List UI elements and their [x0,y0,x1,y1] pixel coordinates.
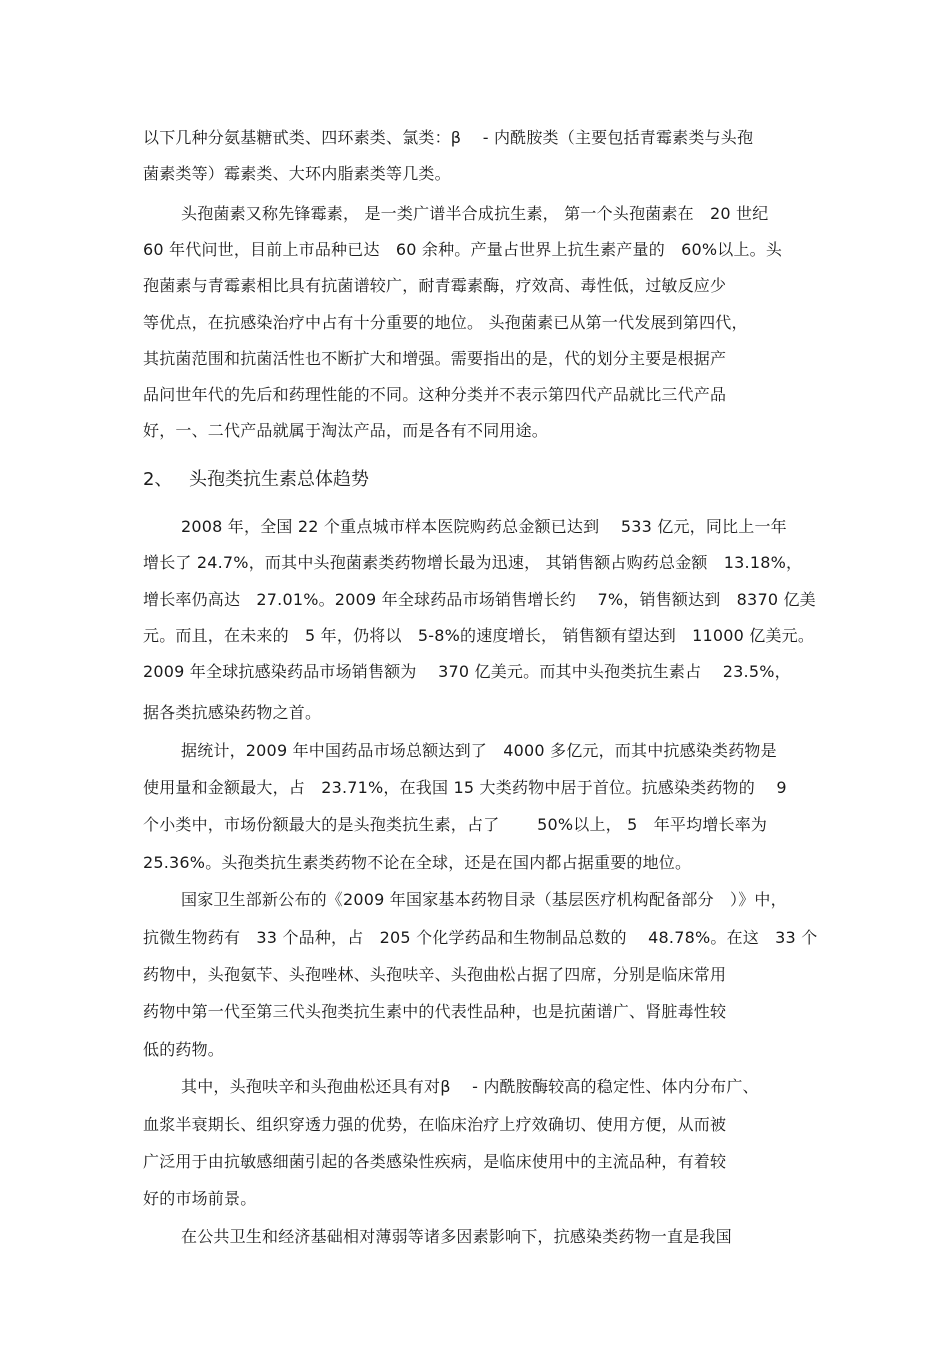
text-line: 2008 年，全国 22 个重点城市样本医院购药总金额已达到 533 亿元，同比上一年 [181,517,787,536]
text-line: 药物中，头孢氨苄、头孢唑林、头孢呋辛、头孢曲松占据了四席，分别是临床常用 [143,965,727,984]
text-line: 孢菌素与青霉素相比具有抗菌谱较广，耐青霉素酶，疗效高、毒性低，过敏反应少 [143,276,727,295]
text-line: 头孢菌素又称先锋霉素， 是一类广谱半合成抗生素， 第一个头孢菌素在 20 世纪 [181,204,769,223]
text-line: 广泛用于由抗敏感细菌引起的各类感染性疾病，是临床使用中的主流品种，有着较 [143,1152,727,1171]
text-line: 其中，头孢呋辛和头孢曲松还具有对β - 内酰胺酶较高的稳定性、体内分布广、 [181,1077,759,1096]
section-title: 头孢类抗生素总体趋势 [189,469,369,490]
text-line: 25.36%。头孢类抗生素类药物不论在全球，还是在国内都占据重要的地位。 [143,853,692,872]
text-line: 增长率仍高达 27.01%。2009 年全球药品市场销售增长约 7%，销售额达到 8370 亿美 [143,590,816,609]
text-line: 2009 年全球抗感染药品市场销售额为 370 亿美元。而其中头孢类抗生素占 23.5%， [143,662,791,681]
text-line: 低的药物。 [143,1040,225,1059]
text-line: 等优点，在抗感染治疗中占有十分重要的地位。 头孢菌素已从第一代发展到第四代， [143,313,748,332]
text-line: 元。而且，在未来的 5 年，仍将以 5-8%的速度增长， 销售额有望达到 11000 亿美元。 [143,626,815,645]
text-line: 增长了 24.7%，而其中头孢菌素类药物增长最为迅速， 其销售额占购药总金额 13.18%， [143,553,803,572]
text-line: 据统计，2009 年中国药品市场总额达到了 4000 多亿元，而其中抗感染类药物是 [181,741,777,760]
section-number: 2、 [143,469,173,490]
text-line: 据各类抗感染药物之首。 [143,703,322,722]
text-line: 药物中第一代至第三代头孢类抗生素中的代表性品种，也是抗菌谱广、肾脏毒性较 [143,1002,727,1021]
text-line: 品问世年代的先后和药理性能的不同。这种分类并不表示第四代产品就比三代产品 [143,385,727,404]
text-line: 菌素类等）霉素类、大环内脂素类等几类。 [143,164,451,183]
text-line: 以下几种分氨基糖甙类、四环素类、氯类：β - 内酰胺类（主要包括青霉素类与头孢 [143,128,754,147]
text-line: 在公共卫生和经济基础相对薄弱等诸多因素影响下，抗感染类药物一直是我国 [181,1227,732,1246]
text-line: 血浆半衰期长、组织穿透力强的优势，在临床治疗上疗效确切、使用方便，从而被 [143,1115,727,1134]
text-line: 好的市场前景。 [143,1189,257,1208]
text-line: 个小类中，市场份额最大的是头孢类抗生素，占了 50%以上， 5 年平均增长率为 [143,815,768,834]
text-line: 其抗菌范围和抗菌活性也不断扩大和增强。需要指出的是，代的划分主要是根据产 [143,349,727,368]
text-line: 抗微生物药有 33 个品种，占 205 个化学药品和生物制品总数的 48.78%。在这 33 个 [143,928,818,947]
text-line: 国家卫生部新公布的《2009 年国家基本药物目录（基层医疗机构配备部分 ）》中， [181,890,787,909]
text-line: 60 年代问世，目前上市品种已达 60 余种。产量占世界上抗生素产量的 60%以上。头 [143,240,783,259]
section-heading [143,469,369,491]
text-line: 好，一、二代产品就属于淘汰产品，而是各有不同用途。 [143,421,549,440]
text-line: 使用量和金额最大，占 23.71%，在我国 15 大类药物中居于首位。抗感染类药物的 9 [143,778,787,797]
